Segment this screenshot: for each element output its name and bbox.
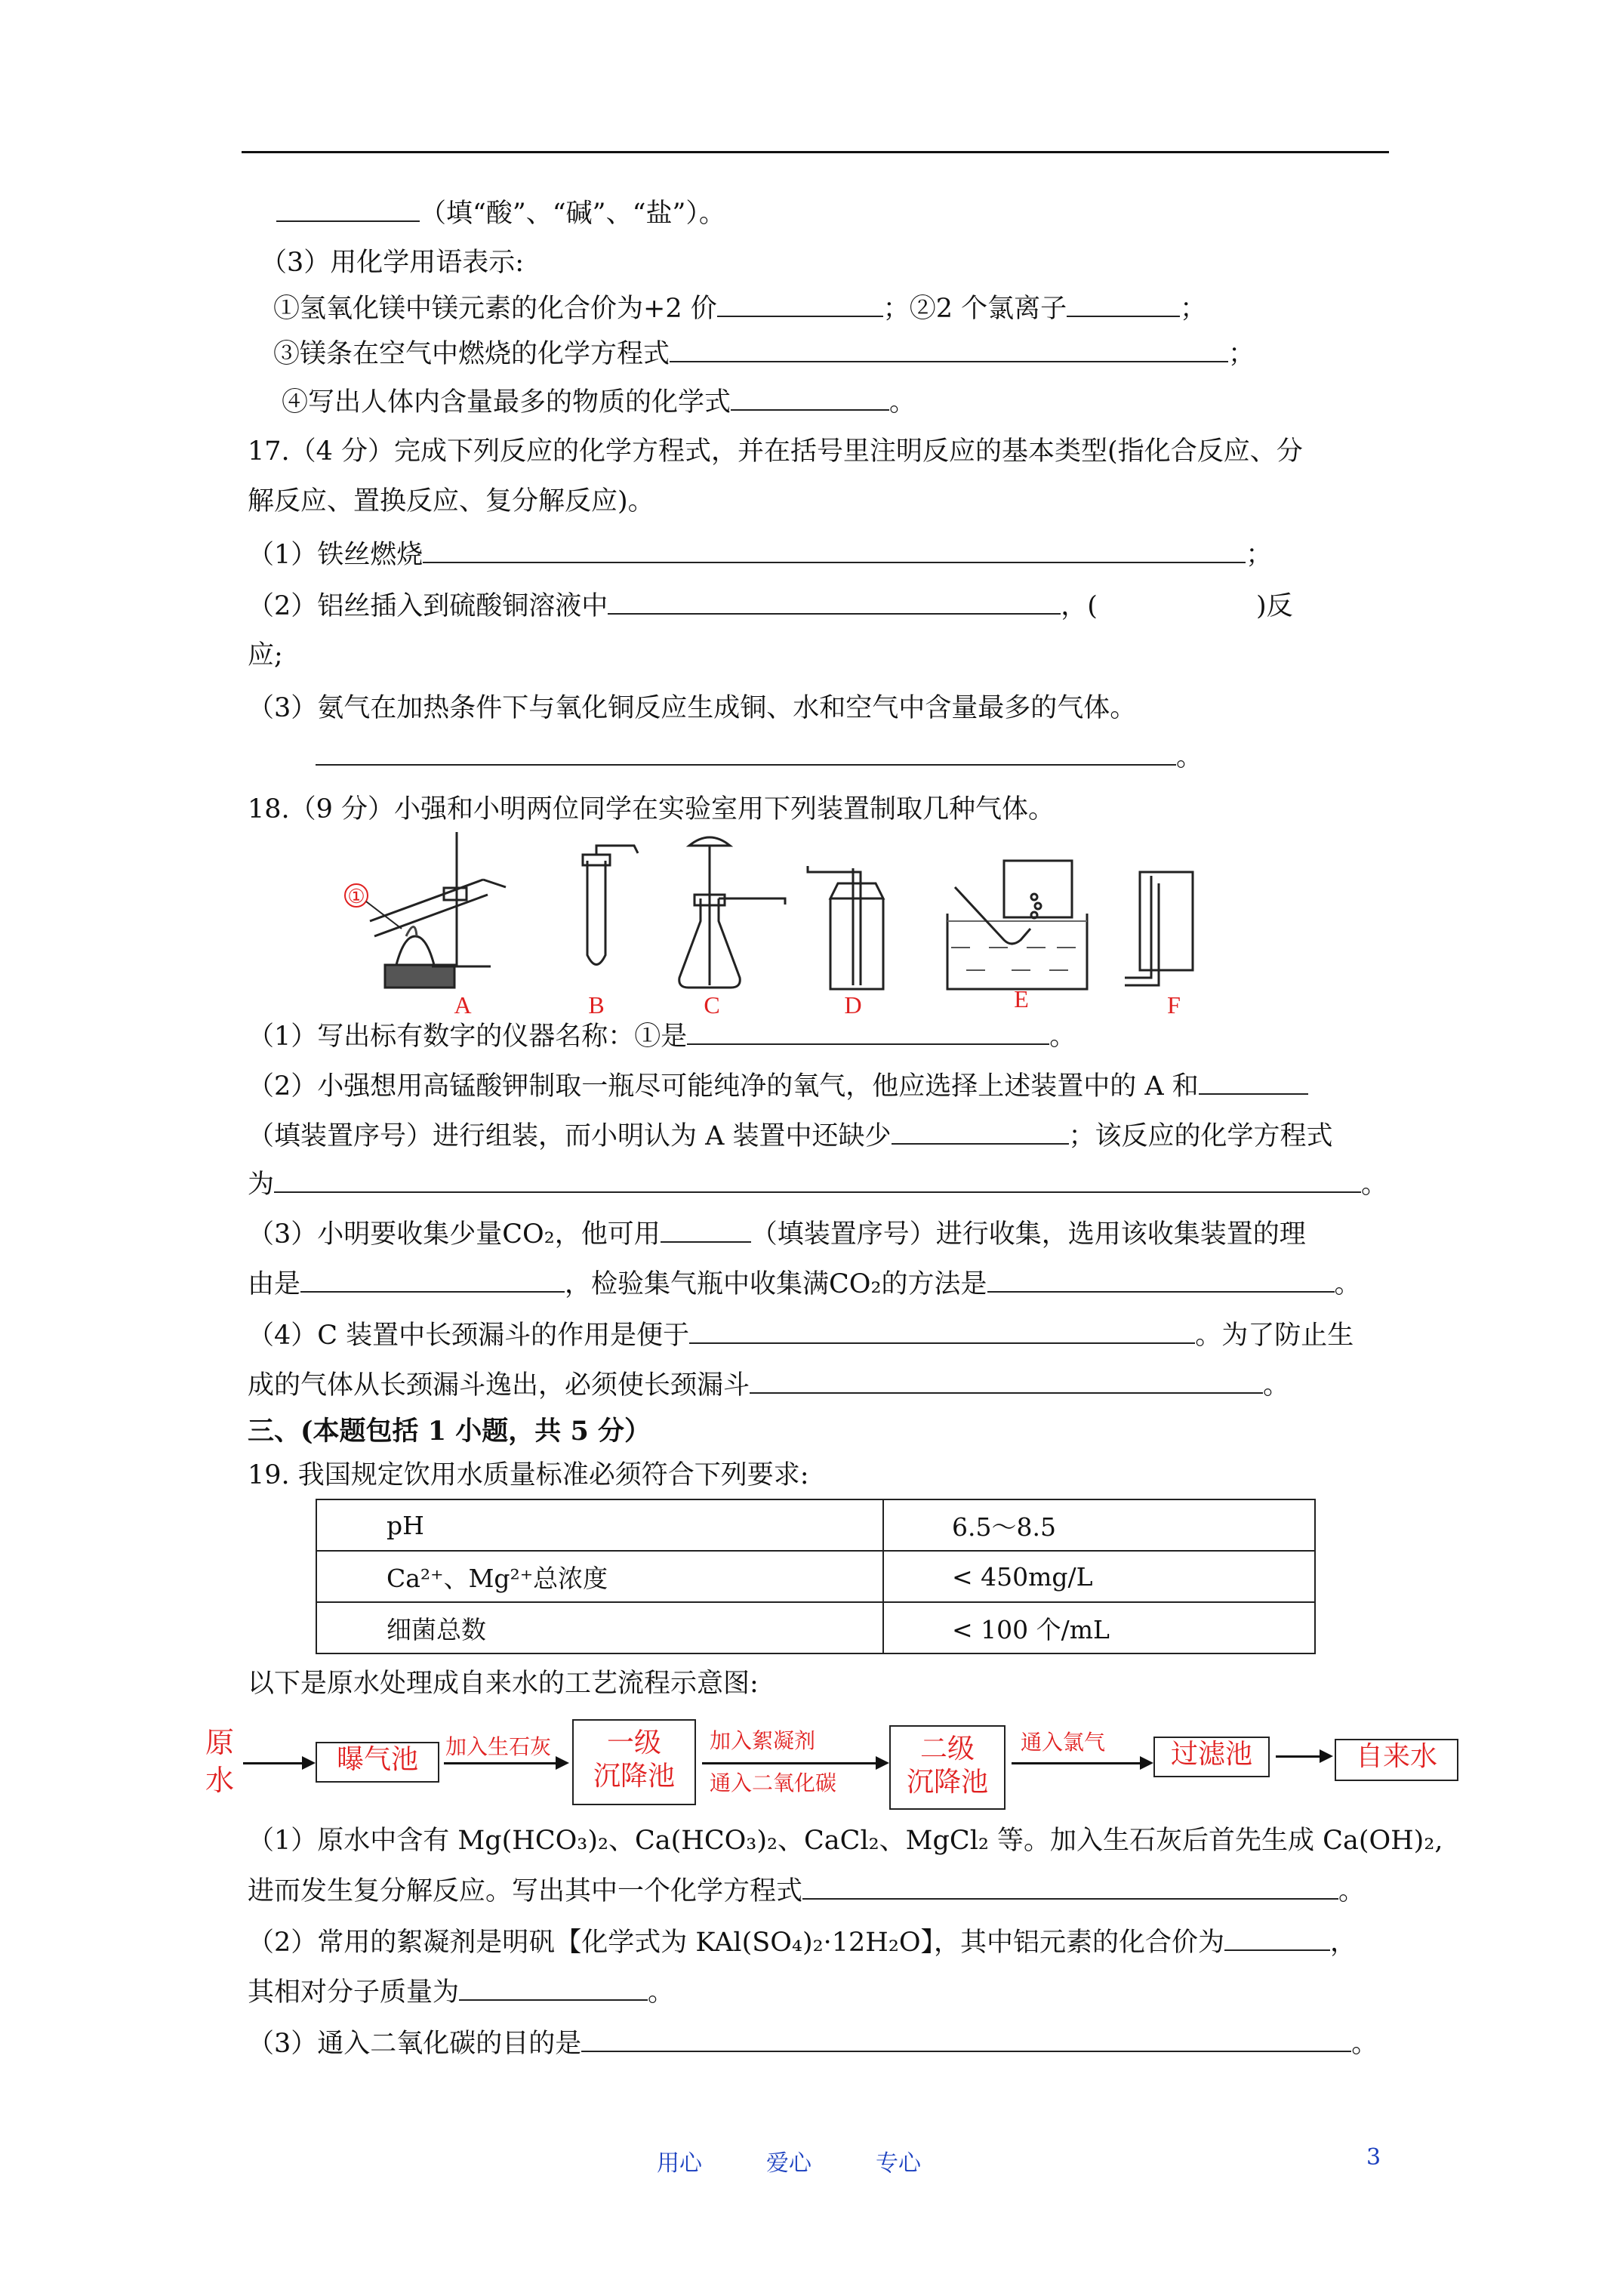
q19-heading: 19. 我国规定饮用水质量标准必须符合下列要求: — [248, 1460, 809, 1490]
apparatus-figure — [332, 823, 1238, 1019]
answer-blank[interactable] — [274, 1169, 1361, 1193]
table-cell: 细菌总数 — [316, 1602, 883, 1653]
label-c: C — [704, 991, 720, 1019]
flow-label-chlorine: 通入氯气 — [1021, 1730, 1106, 1755]
answer-blank[interactable] — [423, 539, 1246, 563]
q18-item-2-cont: （填装置序号）进行组装，而小明认为 A 装置中还缺少 ；该反应的化学方程式 — [248, 1121, 1333, 1151]
apparatus-c — [679, 837, 785, 988]
q19-item-1: （1）原水中含有 Mg(HCO₃)₂、Ca(HCO₃)₂、CaCl₂、MgCl₂ 等。加入生石灰后首先生成 Ca(OH)₂, — [248, 1826, 1443, 1856]
section-3-heading: 三、(本题包括 1 小题，共 5 分） — [248, 1416, 651, 1447]
q17-item-1: （1）铁丝燃烧 ； — [248, 540, 1273, 570]
footer-text-3: 专心 — [876, 2150, 921, 2177]
header-rule — [242, 151, 1389, 153]
label-d: D — [844, 991, 862, 1019]
line-mg-burning: ③镁条在空气中燃烧的化学方程式 ； — [273, 339, 1255, 369]
table-cell: pH — [316, 1499, 883, 1551]
flow-box-secondary-settling: 二级 沉降池 — [889, 1725, 1006, 1810]
flow-box-filter: 过滤池 — [1153, 1737, 1270, 1777]
flow-label-flocculant: 加入絮凝剂 — [710, 1728, 816, 1753]
q18-item-3-cont: 由是 ，检验集气瓶中收集满CO₂的方法是 。 — [248, 1269, 1361, 1299]
q17-item-3: （3）氨气在加热条件下与氧化铜反应生成铜、水和空气中含量最多的气体。 — [248, 693, 1137, 723]
apparatus-f — [1125, 872, 1193, 985]
answer-blank[interactable] — [581, 2028, 1351, 2052]
table-cell: 6.5～8.5 — [883, 1499, 1315, 1551]
flow-box-aeration: 曝气池 — [316, 1742, 439, 1783]
flow-source: 原 水 — [205, 1726, 235, 1797]
flow-arrow — [444, 1762, 557, 1764]
line-chem-terms: （3）用化学用语表示: — [260, 248, 525, 278]
arrow-head-icon — [1320, 1749, 1333, 1763]
line-valence: ①氢氧化镁中镁元素的化合价为+2 价 ；②2 个氯离子 ； — [273, 294, 1207, 324]
apparatus-d — [808, 866, 883, 989]
answer-blank[interactable] — [987, 1268, 1335, 1293]
apparatus-b — [583, 846, 638, 965]
answer-blank[interactable] — [892, 1120, 1069, 1145]
flow-arrow — [1276, 1755, 1321, 1758]
flow-arrow — [702, 1762, 877, 1764]
table-row — [316, 1551, 1315, 1602]
q18-heading: 18.（9 分）小强和小明两位同学在实验室用下列装置制取几种气体。 — [248, 794, 1055, 824]
label-f: F — [1167, 991, 1181, 1019]
answer-blank[interactable] — [750, 1370, 1263, 1394]
q19-item-2: （2）常用的絮凝剂是明矾【化学式为 KAl(SO₄)₂·12H₂O】，其中铝元素的化合价为 ， — [248, 1928, 1357, 1958]
arrow-head-icon — [556, 1756, 569, 1770]
q17-item-2-cont: 应; — [248, 640, 283, 670]
footer-text-1: 用心 — [657, 2150, 702, 2177]
page-number: 3 — [1366, 2144, 1381, 2171]
q17-item-2: （2）铝丝插入到硫酸铜溶液中 ，( )反 — [248, 591, 1293, 621]
answer-blank[interactable] — [687, 1021, 1049, 1045]
table-row — [316, 1602, 1315, 1653]
answer-blank[interactable] — [1067, 293, 1180, 317]
q19-item-1-cont: 进而发生复分解反应。写出其中一个化学方程式 。 — [248, 1876, 1366, 1906]
q18-item-3: （3）小明要收集少量CO₂，他可用 （填装置序号）进行收集，选用该收集装置的理 — [248, 1219, 1306, 1250]
q18-item-4-cont: 成的气体从长颈漏斗逸出，必须使长颈漏斗 。 — [248, 1370, 1290, 1401]
q18-item-2-equation: 为 。 — [248, 1170, 1388, 1200]
arrow-head-icon — [876, 1756, 889, 1770]
footer-text-2: 爱心 — [766, 2150, 812, 2177]
flow-box-tap-water: 自来水 — [1335, 1739, 1458, 1781]
arrow-head-icon — [302, 1756, 316, 1770]
answer-blank[interactable] — [802, 1875, 1338, 1900]
apparatus-e — [947, 861, 1087, 989]
answer-blank[interactable] — [459, 1977, 648, 2001]
q18-item-4: （4）C 装置中长颈漏斗的作用是便于 。为了防止生 — [248, 1321, 1354, 1351]
arrow-head-icon — [1140, 1756, 1153, 1770]
flow-label-lime: 加入生石灰 — [445, 1734, 552, 1759]
answer-blank[interactable] — [1224, 1927, 1330, 1951]
q19-item-3: （3）通入二氧化碳的目的是 。 — [248, 2029, 1378, 2059]
answer-blank[interactable] — [717, 293, 883, 317]
q17-heading-cont: 解反应、置换反应、复分解反应)。 — [248, 486, 654, 516]
table-row — [316, 1499, 1315, 1551]
answer-blank[interactable] — [731, 387, 889, 411]
table-cell: Ca²⁺、Mg²⁺总浓度 — [316, 1551, 883, 1602]
line-body-substance: ④写出人体内含量最多的物质的化学式 。 — [282, 387, 916, 418]
answer-blank[interactable] — [661, 1219, 751, 1243]
answer-blank[interactable] — [670, 338, 1228, 362]
answer-blank[interactable] — [689, 1320, 1195, 1344]
q18-item-1: （1）写出标有数字的仪器名称：①是 。 — [248, 1022, 1076, 1052]
line-acid-base-salt: （填“酸”、“碱”、“盐”）。 — [276, 198, 725, 229]
flow-label-co2: 通入二氧化碳 — [710, 1771, 837, 1795]
q17-item-3-answer: 。 — [316, 741, 1203, 772]
answer-blank[interactable] — [608, 590, 1061, 615]
label-e: E — [1014, 985, 1029, 1012]
apparatus-a — [370, 832, 506, 988]
marker-1: ① — [347, 886, 365, 908]
q18-item-2: （2）小强想用高锰酸钾制取一瓶尽可能纯净的氧气，他应选择上述装置中的 A 和 — [248, 1071, 1308, 1102]
flow-box-primary-settling: 一级 沉降池 — [572, 1719, 696, 1805]
answer-blank[interactable] — [300, 1268, 565, 1293]
table-cell: < 450mg/L — [883, 1551, 1315, 1602]
table-cell: < 100 个/mL — [883, 1602, 1315, 1653]
q19-flow-intro: 以下是原水处理成自来水的工艺流程示意图: — [248, 1669, 759, 1699]
q19-item-2-cont: 其相对分子质量为 。 — [248, 1977, 675, 2008]
label-b: B — [588, 991, 605, 1019]
label-a: A — [454, 991, 472, 1019]
q17-heading: 17.（4 分）完成下列反应的化学方程式，并在括号里注明反应的基本类型(指化合反应、分 — [248, 436, 1303, 467]
flow-arrow — [243, 1762, 303, 1764]
answer-blank[interactable] — [316, 741, 1176, 766]
water-standard-table — [316, 1499, 1316, 1654]
answer-blank[interactable] — [276, 198, 420, 222]
flow-arrow — [1012, 1762, 1141, 1764]
answer-blank[interactable] — [1199, 1071, 1308, 1095]
